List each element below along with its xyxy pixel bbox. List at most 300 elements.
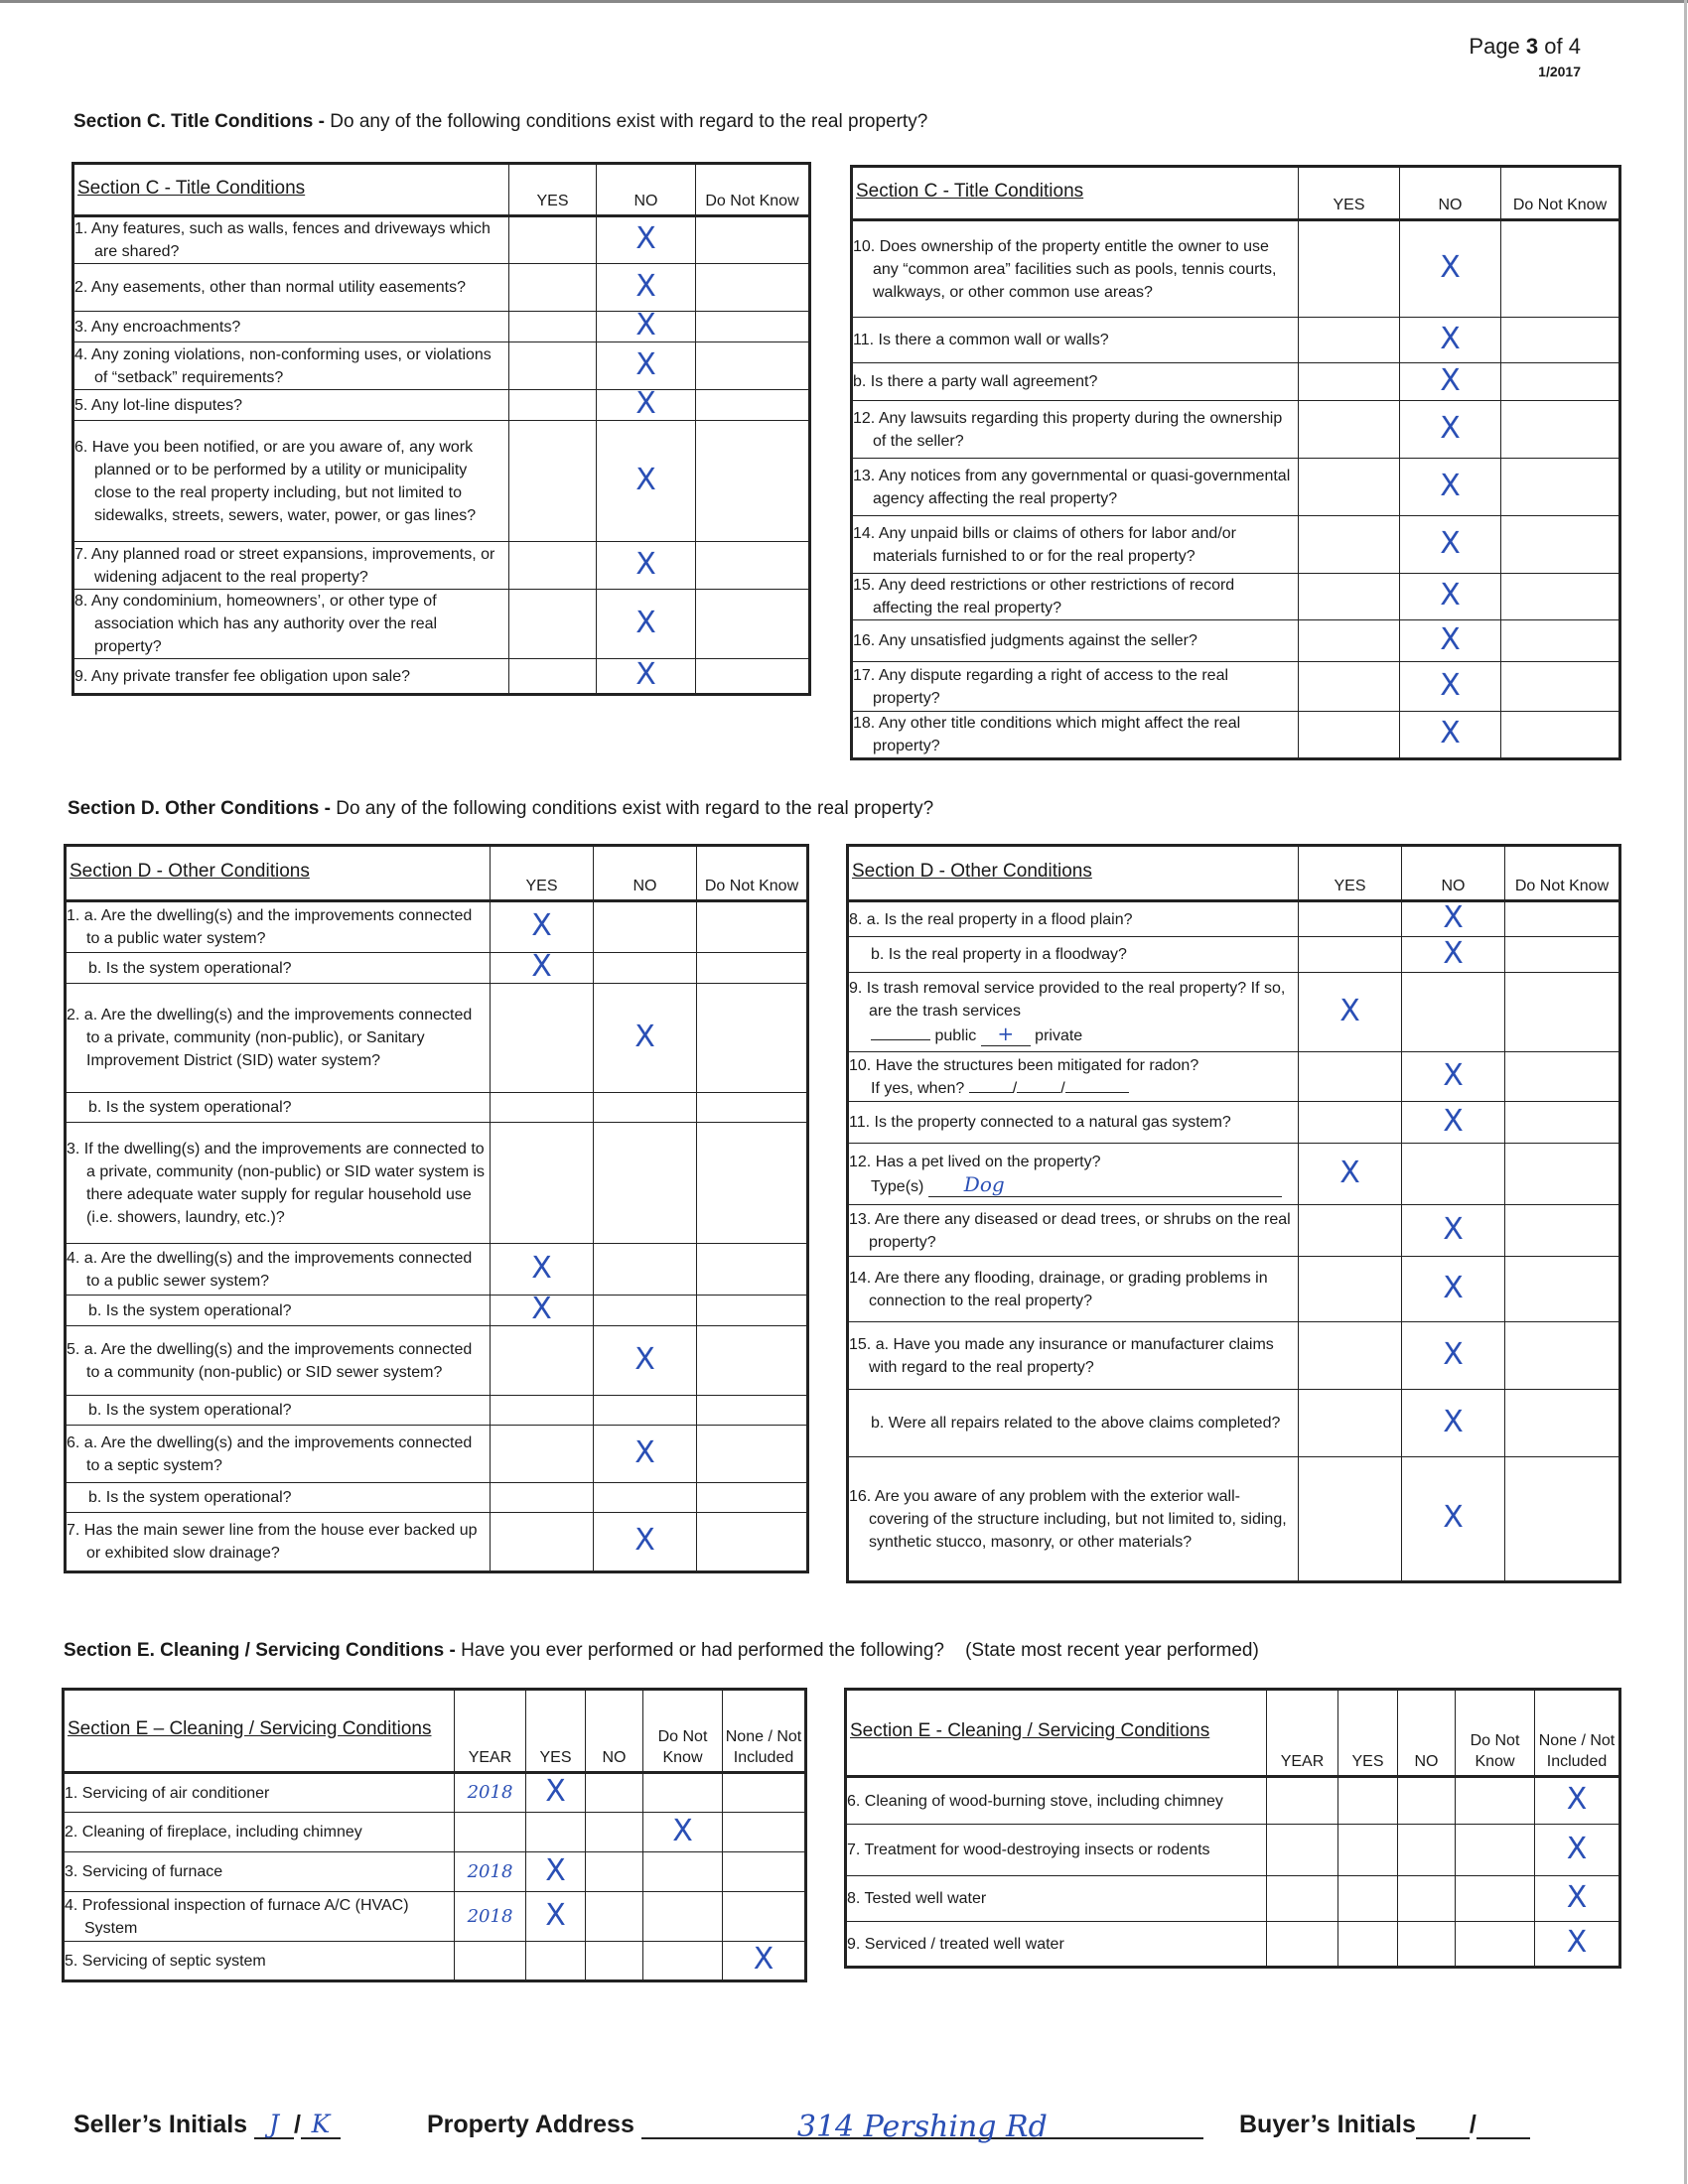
question-text <box>846 1876 1267 1922</box>
no-cell[interactable] <box>594 953 697 984</box>
table-row <box>852 662 1620 712</box>
no-cell[interactable] <box>594 1326 697 1396</box>
yes-cell[interactable] <box>491 1483 594 1513</box>
question-number: 18. <box>853 715 876 732</box>
table-row <box>66 1426 808 1483</box>
question-label <box>74 343 508 389</box>
question-text <box>66 1296 491 1326</box>
dnk-cell[interactable] <box>697 984 808 1093</box>
no-cell[interactable] <box>1398 1922 1456 1968</box>
yes-cell[interactable] <box>1299 712 1400 759</box>
dnk-cell[interactable] <box>1501 363 1620 401</box>
dnk-cell[interactable] <box>697 1093 808 1123</box>
dnk-cell[interactable] <box>697 1396 808 1426</box>
yes-cell[interactable] <box>509 542 597 590</box>
dnk-cell[interactable] <box>1505 1390 1620 1457</box>
dnk-cell[interactable] <box>1501 516 1620 574</box>
table-row <box>64 1813 806 1852</box>
yes-cell[interactable] <box>491 1513 594 1572</box>
dnk-cell[interactable] <box>697 1513 808 1572</box>
radon-date: If yes, when? / / <box>849 1077 1298 1100</box>
no-cell[interactable] <box>1402 1390 1505 1457</box>
checkbox-mark: X <box>1443 1404 1464 1439</box>
none-cell[interactable] <box>1535 1777 1620 1825</box>
no-cell[interactable] <box>597 386 696 421</box>
yes-cell[interactable] <box>1299 1205 1402 1257</box>
question-text <box>852 459 1299 516</box>
yes-cell[interactable] <box>1299 662 1400 712</box>
dnk-cell[interactable] <box>1501 459 1620 516</box>
none-cell[interactable] <box>723 1773 806 1813</box>
none-cell[interactable] <box>1535 1922 1620 1968</box>
dnk-cell[interactable] <box>1505 901 1620 937</box>
year-cell[interactable] <box>1267 1876 1338 1922</box>
year-cell[interactable] <box>455 1813 526 1852</box>
no-cell[interactable] <box>1402 973 1505 1052</box>
dnk-cell[interactable] <box>1501 662 1620 712</box>
question-body: Cleaning of fireplace, including chimney <box>81 1824 362 1841</box>
question-body: Professional inspection of furnace A/C (HVAC) System <box>81 1896 409 1937</box>
checkbox-mark: X <box>1566 1782 1588 1817</box>
table-row <box>846 1777 1620 1825</box>
question-body: Any easements, other than normal utility easements? <box>90 279 466 296</box>
yes-cell[interactable] <box>1299 901 1402 937</box>
question-text <box>846 1777 1267 1825</box>
dnk-cell[interactable] <box>643 1852 723 1892</box>
checkbox-mark: X <box>635 657 656 692</box>
no-cell[interactable] <box>1402 937 1505 973</box>
table-row <box>66 1123 808 1244</box>
none-cell[interactable] <box>723 1892 806 1942</box>
question-body: Any features, such as walls, fences and driveways which are shared? <box>90 220 491 260</box>
yes-cell[interactable] <box>526 1942 586 1981</box>
question-text <box>73 342 509 390</box>
question-label <box>67 1138 490 1229</box>
question-body: Is the system operational? <box>105 959 292 977</box>
yes-cell[interactable] <box>491 1123 594 1244</box>
pet-type-label: Type(s) <box>871 1177 924 1195</box>
seller-initial-1[interactable]: J <box>254 2110 294 2139</box>
question-label <box>849 977 1298 1023</box>
dnk-cell[interactable] <box>643 1773 723 1813</box>
checkbox-mark: X <box>634 1523 655 1558</box>
dnk-cell[interactable] <box>1456 1825 1535 1876</box>
no-cell[interactable] <box>1402 1322 1505 1390</box>
dnk-cell[interactable] <box>696 312 810 342</box>
public-blank[interactable] <box>871 1039 930 1040</box>
question-body: Are you aware of any problem with the exterior wall-covering of the structure including, but not limited to, siding, synthetic stucco, masonry, or other materials? <box>869 1487 1287 1551</box>
table-row <box>64 1852 806 1892</box>
no-cell[interactable] <box>1400 662 1501 712</box>
no-cell[interactable] <box>1402 1257 1505 1322</box>
none-cell[interactable] <box>1535 1825 1620 1876</box>
question-label <box>74 665 508 688</box>
none-cell[interactable] <box>1535 1876 1620 1922</box>
no-cell[interactable] <box>1402 1144 1505 1205</box>
yes-cell[interactable] <box>1299 1052 1402 1102</box>
question-body: Is there a common wall or walls? <box>878 332 1109 348</box>
year-cell[interactable] <box>455 1773 526 1813</box>
checkbox-mark: X <box>1443 1103 1464 1139</box>
table-row <box>73 542 810 590</box>
dnk-cell[interactable] <box>696 659 810 695</box>
question-number: 2. a. <box>67 1007 98 1024</box>
no-cell[interactable] <box>594 1483 697 1513</box>
no-cell[interactable] <box>1400 574 1501 620</box>
right-border <box>1684 0 1687 2184</box>
dnk-cell[interactable] <box>697 1426 808 1483</box>
no-cell[interactable] <box>1400 459 1501 516</box>
dnk-cell[interactable] <box>697 901 808 953</box>
section-d-title: Section D - Other Conditions <box>66 846 491 901</box>
yes-cell[interactable] <box>1299 363 1400 401</box>
question-number: 1. <box>65 1784 78 1802</box>
dnk-cell[interactable] <box>643 1813 723 1852</box>
pet-type-value[interactable]: Dog <box>928 1173 1282 1197</box>
yes-cell[interactable] <box>1299 459 1400 516</box>
no-cell[interactable] <box>597 264 696 312</box>
no-cell[interactable] <box>1398 1825 1456 1876</box>
yes-cell[interactable] <box>491 1326 594 1396</box>
no-cell[interactable] <box>1402 1205 1505 1257</box>
dnk-cell[interactable] <box>1505 973 1620 1052</box>
dnk-cell[interactable] <box>697 953 808 984</box>
question-body: Is the real property in a flood plain? <box>884 910 1133 928</box>
question-label <box>853 574 1298 619</box>
checkbox-mark: X <box>1440 578 1461 613</box>
checkbox-mark: X <box>672 1813 693 1848</box>
buyer-initial-1[interactable] <box>1416 2110 1470 2139</box>
question-number: 10. <box>849 1056 872 1074</box>
dnk-cell[interactable] <box>1501 401 1620 459</box>
question-number: 12. <box>853 409 876 427</box>
yes-cell[interactable] <box>526 1813 586 1852</box>
none-cell[interactable] <box>723 1852 806 1892</box>
yes-cell[interactable] <box>1299 318 1400 363</box>
page-number: Page 3 of 4 <box>1469 34 1581 59</box>
none-cell[interactable] <box>723 1813 806 1852</box>
question-number: 12. <box>849 1153 872 1170</box>
col-dnk: Do Not Know <box>1456 1690 1535 1777</box>
section-e-right-table <box>844 1688 1621 1969</box>
question-number: b. <box>871 1415 885 1432</box>
yes-cell[interactable] <box>526 1892 586 1942</box>
no-cell[interactable] <box>594 1093 697 1123</box>
yes-cell[interactable] <box>509 312 597 342</box>
no-cell[interactable] <box>1400 712 1501 759</box>
property-address-value[interactable]: 314 Pershing Rd <box>641 2110 1203 2139</box>
yes-cell[interactable] <box>509 216 597 264</box>
yes-cell[interactable] <box>1338 1825 1398 1876</box>
question-text <box>73 312 509 342</box>
yes-cell[interactable] <box>491 984 594 1093</box>
question-text <box>66 1396 491 1426</box>
question-body: Servicing of furnace <box>81 1863 223 1880</box>
question-label <box>847 1790 1266 1813</box>
dnk-cell[interactable] <box>696 264 810 312</box>
seller-initial-2[interactable]: K <box>301 2110 341 2139</box>
question-body: Has the main sewer line from the house ever backed up or exhibited slow drainage? <box>83 1522 478 1562</box>
question-label <box>849 1485 1298 1554</box>
yes-cell[interactable] <box>1299 937 1402 973</box>
section-c-left-table <box>71 162 811 696</box>
dnk-cell[interactable] <box>696 590 810 659</box>
no-cell[interactable] <box>1402 1457 1505 1582</box>
question-body: Cleaning of wood-burning stove, including chimney <box>864 1792 1223 1810</box>
no-cell[interactable] <box>1398 1876 1456 1922</box>
checkbox-mark: X <box>634 1434 655 1470</box>
yes-cell[interactable] <box>1299 516 1400 574</box>
year-cell[interactable] <box>455 1892 526 1942</box>
yes-cell[interactable] <box>509 659 597 695</box>
yes-cell[interactable] <box>1299 1457 1402 1582</box>
dnk-cell[interactable] <box>696 390 810 421</box>
dnk-cell[interactable] <box>1456 1922 1535 1968</box>
no-cell[interactable] <box>1402 1102 1505 1144</box>
dnk-cell[interactable] <box>696 421 810 542</box>
table-row <box>852 220 1620 318</box>
dnk-cell[interactable] <box>1505 1205 1620 1257</box>
yes-cell[interactable] <box>1299 1102 1402 1144</box>
checkbox-mark: X <box>1440 716 1461 751</box>
dnk-cell[interactable] <box>1501 574 1620 620</box>
yes-cell[interactable] <box>491 949 594 984</box>
question-body: Is the property connected to a natural gas system? <box>874 1114 1231 1131</box>
question-label <box>67 1432 490 1477</box>
no-cell[interactable] <box>1400 363 1501 401</box>
question-body: If the dwelling(s) and the improvements are connected to a private, community (non-public) or SID water system is there adequate water supply for regular household use (i.e. showers, laundry, etc.)? <box>83 1140 486 1226</box>
question-text <box>66 1123 491 1244</box>
col-yes: YES <box>509 164 597 216</box>
no-cell[interactable] <box>597 659 696 695</box>
checkbox-mark: X <box>635 386 656 421</box>
dnk-cell[interactable] <box>1501 220 1620 318</box>
dnk-cell[interactable] <box>1501 712 1620 759</box>
table-row <box>66 953 808 984</box>
checkbox-mark: X <box>1440 667 1461 703</box>
year-cell[interactable] <box>455 1852 526 1892</box>
dnk-cell[interactable] <box>697 1326 808 1396</box>
no-cell[interactable] <box>597 216 696 264</box>
no-cell[interactable] <box>586 1942 643 1981</box>
no-cell[interactable] <box>594 1513 697 1572</box>
yes-cell[interactable] <box>491 1426 594 1483</box>
yes-cell[interactable] <box>509 590 597 659</box>
yes-cell[interactable] <box>1299 220 1400 318</box>
checkbox-mark: X <box>635 221 656 256</box>
question-number: b. <box>88 1099 102 1116</box>
none-cell[interactable] <box>723 1942 806 1981</box>
question-text <box>73 421 509 542</box>
question-body: Any zoning violations, non-conforming uses, or violations of “setback” requirements? <box>90 345 492 386</box>
question-number: 8. <box>74 593 88 610</box>
question-text <box>848 1322 1299 1390</box>
table-row <box>73 590 810 659</box>
yes-cell[interactable] <box>491 1244 594 1296</box>
question-body: Any condominium, homeowners’, or other type of association which has any authority over the real property? <box>90 593 438 655</box>
question-text <box>66 984 491 1093</box>
checkbox-mark: X <box>634 1019 655 1054</box>
section-e-left-table <box>62 1688 807 1982</box>
dnk-cell[interactable] <box>697 1244 808 1296</box>
dnk-cell[interactable] <box>1501 318 1620 363</box>
no-cell[interactable] <box>597 342 696 390</box>
no-cell[interactable] <box>594 1123 697 1244</box>
yes-cell[interactable] <box>491 1396 594 1426</box>
question-number: 1. <box>74 220 88 237</box>
year-cell[interactable] <box>455 1942 526 1981</box>
question-number: 13. <box>849 1210 872 1228</box>
question-text <box>852 712 1299 759</box>
no-cell[interactable] <box>1402 1052 1505 1102</box>
private-mark[interactable]: + <box>981 1023 1031 1046</box>
section-d-title-right: Section D - Other Conditions <box>848 846 1299 901</box>
checkbox-mark: X <box>1440 362 1461 398</box>
question-text <box>66 1513 491 1572</box>
yes-cell[interactable] <box>1299 1322 1402 1390</box>
year-cell[interactable] <box>1267 1825 1338 1876</box>
checkbox-mark: X <box>1440 321 1461 356</box>
no-cell[interactable] <box>1400 401 1501 459</box>
checkbox-mark: X <box>1440 525 1461 561</box>
yes-cell[interactable] <box>491 1093 594 1123</box>
yes-cell[interactable] <box>491 901 594 953</box>
section-e-title: Section E – Cleaning / Servicing Conditions <box>64 1690 455 1773</box>
radon-month[interactable] <box>969 1092 1013 1093</box>
question-body: Have you made any insurance or manufacturer claims with regard to the real property? <box>869 1335 1274 1376</box>
dnk-cell[interactable] <box>1505 1102 1620 1144</box>
question-number: 6. a. <box>67 1433 98 1451</box>
no-cell[interactable] <box>594 1426 697 1483</box>
question-label <box>849 1412 1298 1434</box>
question-number: 5. <box>65 1952 78 1970</box>
no-cell[interactable] <box>594 901 697 953</box>
yes-cell[interactable] <box>1299 574 1400 620</box>
yes-cell[interactable] <box>509 264 597 312</box>
dnk-cell[interactable] <box>696 342 810 390</box>
yes-cell[interactable] <box>1299 1390 1402 1457</box>
dnk-cell[interactable] <box>643 1942 723 1981</box>
dnk-cell[interactable] <box>697 1483 808 1513</box>
question-text <box>848 1205 1299 1257</box>
buyer-initials: Buyer’s Initials / <box>1239 2110 1530 2139</box>
checkbox-mark: X <box>1566 1925 1588 1960</box>
question-number: b. <box>88 1402 102 1419</box>
table-row <box>848 1322 1620 1390</box>
table-row <box>73 216 810 264</box>
dnk-cell[interactable] <box>1505 1144 1620 1205</box>
question-text <box>852 363 1299 401</box>
yes-cell[interactable] <box>1299 973 1402 1052</box>
no-cell[interactable] <box>586 1852 643 1892</box>
question-number: 16. <box>849 1487 872 1505</box>
yes-cell[interactable] <box>509 421 597 542</box>
dnk-cell[interactable] <box>697 1296 808 1326</box>
yes-cell[interactable] <box>509 342 597 390</box>
table-row <box>66 901 808 953</box>
section-d-heading: Section D. Other Conditions - Do any of the following conditions exist with regard to the real property? <box>68 798 934 819</box>
dnk-cell[interactable] <box>1505 1052 1620 1102</box>
question-number: b. <box>88 959 102 977</box>
col-no: NO <box>594 846 697 901</box>
no-cell[interactable] <box>1400 620 1501 662</box>
question-text <box>852 220 1299 318</box>
no-cell[interactable] <box>586 1892 643 1942</box>
question-body: Are there any flooding, drainage, or grading problems in connection to the real property? <box>869 1269 1268 1309</box>
radon-year[interactable] <box>1065 1092 1129 1093</box>
yes-cell[interactable] <box>1338 1777 1398 1825</box>
question-label <box>67 1338 490 1384</box>
no-cell[interactable] <box>586 1813 643 1852</box>
no-cell[interactable] <box>594 1244 697 1296</box>
year-cell[interactable] <box>1267 1777 1338 1825</box>
dnk-cell[interactable] <box>696 216 810 264</box>
question-number: 11. <box>853 332 875 348</box>
no-cell[interactable] <box>1400 318 1501 363</box>
no-cell[interactable] <box>1398 1777 1456 1825</box>
no-cell[interactable] <box>594 1296 697 1326</box>
table-row <box>66 1396 808 1426</box>
dnk-cell[interactable] <box>1505 1457 1620 1582</box>
yes-cell[interactable] <box>491 1292 594 1326</box>
year-cell[interactable] <box>1267 1922 1338 1968</box>
question-text <box>73 216 509 264</box>
radon-day[interactable] <box>1017 1092 1060 1093</box>
no-cell[interactable] <box>597 308 696 342</box>
dnk-cell[interactable] <box>696 542 810 590</box>
yes-cell[interactable] <box>1338 1876 1398 1922</box>
question-label <box>847 1887 1266 1910</box>
yes-cell[interactable] <box>1338 1922 1398 1968</box>
dnk-cell[interactable] <box>697 1123 808 1244</box>
no-cell[interactable] <box>597 590 696 659</box>
question-body: Any dispute regarding a right of access to the real property? <box>873 666 1229 707</box>
public-label: public <box>934 1027 977 1044</box>
yes-cell[interactable] <box>526 1773 586 1813</box>
yes-cell[interactable] <box>1299 620 1400 662</box>
no-cell[interactable] <box>1402 901 1505 937</box>
question-number: 4. a. <box>67 1249 98 1267</box>
dnk-cell[interactable] <box>643 1892 723 1942</box>
dnk-cell[interactable] <box>1505 1257 1620 1322</box>
no-cell[interactable] <box>594 984 697 1093</box>
yes-cell[interactable] <box>1299 1144 1402 1205</box>
table-row <box>848 1102 1620 1144</box>
no-cell[interactable] <box>1400 516 1501 574</box>
question-body: Any unpaid bills or claims of others for labor and/or materials furnished to or for the real property? <box>873 524 1236 565</box>
dnk-cell[interactable] <box>1505 937 1620 973</box>
no-cell[interactable] <box>586 1773 643 1813</box>
checkbox-mark: X <box>1443 935 1464 971</box>
no-cell[interactable] <box>594 1396 697 1426</box>
dnk-cell[interactable] <box>1505 1322 1620 1390</box>
question-text <box>848 1052 1299 1102</box>
col-yes: YES <box>1338 1690 1398 1777</box>
no-cell[interactable] <box>597 421 696 542</box>
no-cell[interactable] <box>597 542 696 590</box>
buyer-initial-2[interactable] <box>1477 2110 1530 2139</box>
yes-cell[interactable] <box>1299 1257 1402 1322</box>
dnk-cell[interactable] <box>1456 1876 1535 1922</box>
dnk-cell[interactable] <box>1501 620 1620 662</box>
section-d-left-table <box>64 844 809 1573</box>
yes-cell[interactable] <box>509 390 597 421</box>
dnk-cell[interactable] <box>1456 1777 1535 1825</box>
yes-cell[interactable] <box>526 1852 586 1892</box>
yes-cell[interactable] <box>1299 401 1400 459</box>
question-number: 1. a. <box>67 907 98 924</box>
no-cell[interactable] <box>1400 220 1501 318</box>
